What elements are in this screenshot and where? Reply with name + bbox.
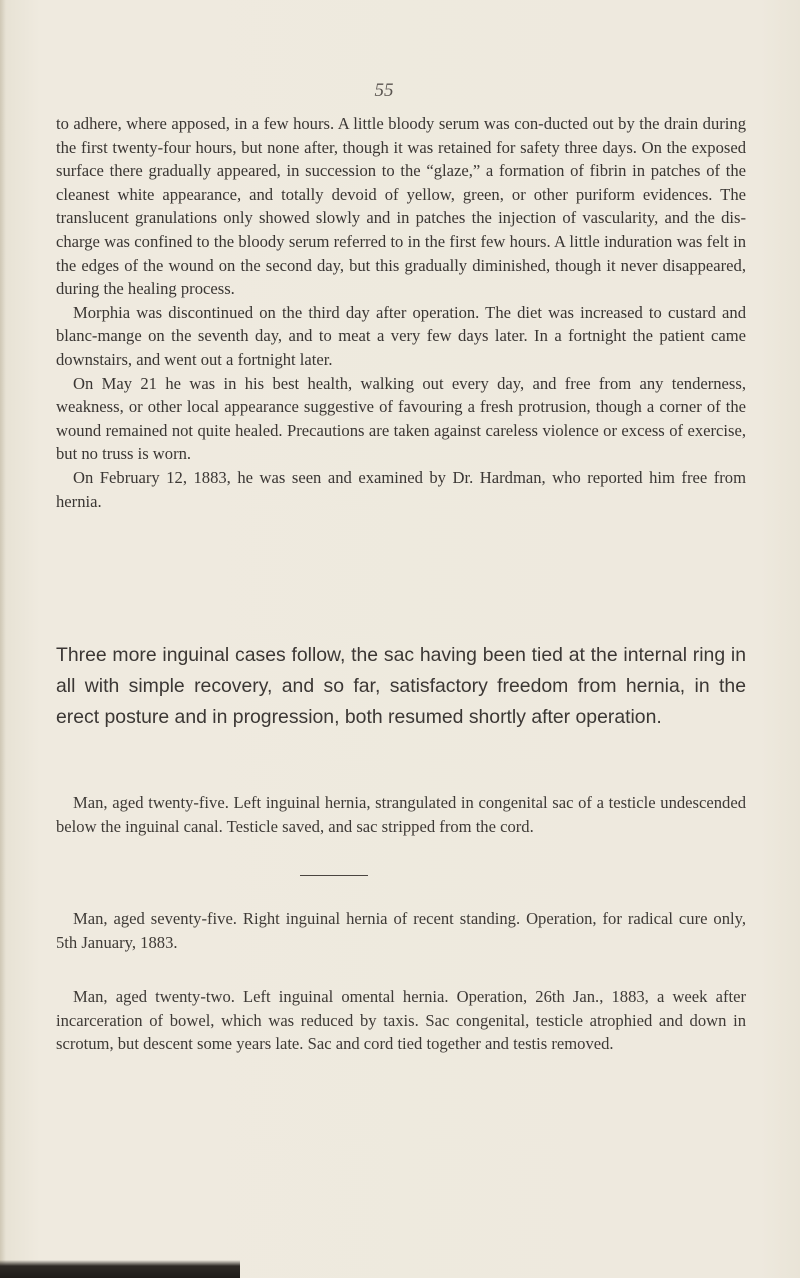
paragraph-february: On February 12, 1883, he was seen and examined by Dr. Hardman, who reported him free from hernia. [56, 467, 746, 511]
case-entry [56, 791, 746, 838]
section-note [56, 640, 746, 733]
case-entry-text: Man, aged twenty-five. Left inguinal hernia, strangulated in congenital sac of a testicle undescended below the inguinal canal. Testicle saved, and sac stripped from the cord. [56, 793, 746, 836]
paragraph-continuation: to adhere, where apposed, in a few hours. A little bloody serum was con-ducted out by the drain during the first twenty-four hours, but none after, though it was retained for safety three days. On the exposed surface there gradually appeared, in succession to the “glaze,” a formation of fibrin in patches of the cleanest white appearance, and totally devoid of yellow, green, or other puriform evidences. The translucent granulations only showed slowly and in patches the injection of vascularity, and the dis-charge was confined to the bloody serum referred to in the first few hours. A little induration was felt in the edges of the wound on the second day, but this gradually diminished, though it never disappeared, during the healing process. [56, 114, 746, 299]
case-entry-text: Man, aged twenty-two. Left inguinal omental hernia. Operation, 26th Jan., 1883, a week after incarceration of bowel, which was reduced by taxis. Sac congenital, testicle atrophied and down in scrotum, but descent some years late. Sac and cord tied together and testis removed. [56, 987, 746, 1054]
page-binding-edge [0, 0, 6, 1278]
paragraph-may-21: On May 21 he was in his best health, walking out every day, and free from any tenderness, weakness, or other local appearance suggestive of favouring a fresh protrusion, though a corner of the wound remained not quite healed. Precautions are taken against careless violence or excess of exercise, but no truss is worn. [56, 373, 746, 464]
paragraph-morphia: Morphia was discontinued on the third day after operation. The diet was increased to custard and blanc-mange on the seventh day, and to meat a very few days later. In a fortnight the patient came downstairs, and went out a fortnight later. [56, 302, 746, 369]
main-text [56, 112, 746, 513]
case-entry-text: Man, aged seventy-five. Right inguinal hernia of recent standing. Operation, for radical cure only, 5th January, 1883. [56, 909, 746, 952]
section-note-text: Three more inguinal cases follow, the sac having been tied at the internal ring in all with simple recovery, and so far, satisfactory freedom from hernia, in the erect posture and in progression, both resumed shortly after operation. [56, 644, 746, 728]
page-bottom-shadow [0, 1260, 240, 1278]
divider-rule [300, 875, 368, 876]
case-entry [56, 985, 746, 1056]
page-number: 55 [374, 80, 394, 101]
case-entry [56, 907, 746, 954]
